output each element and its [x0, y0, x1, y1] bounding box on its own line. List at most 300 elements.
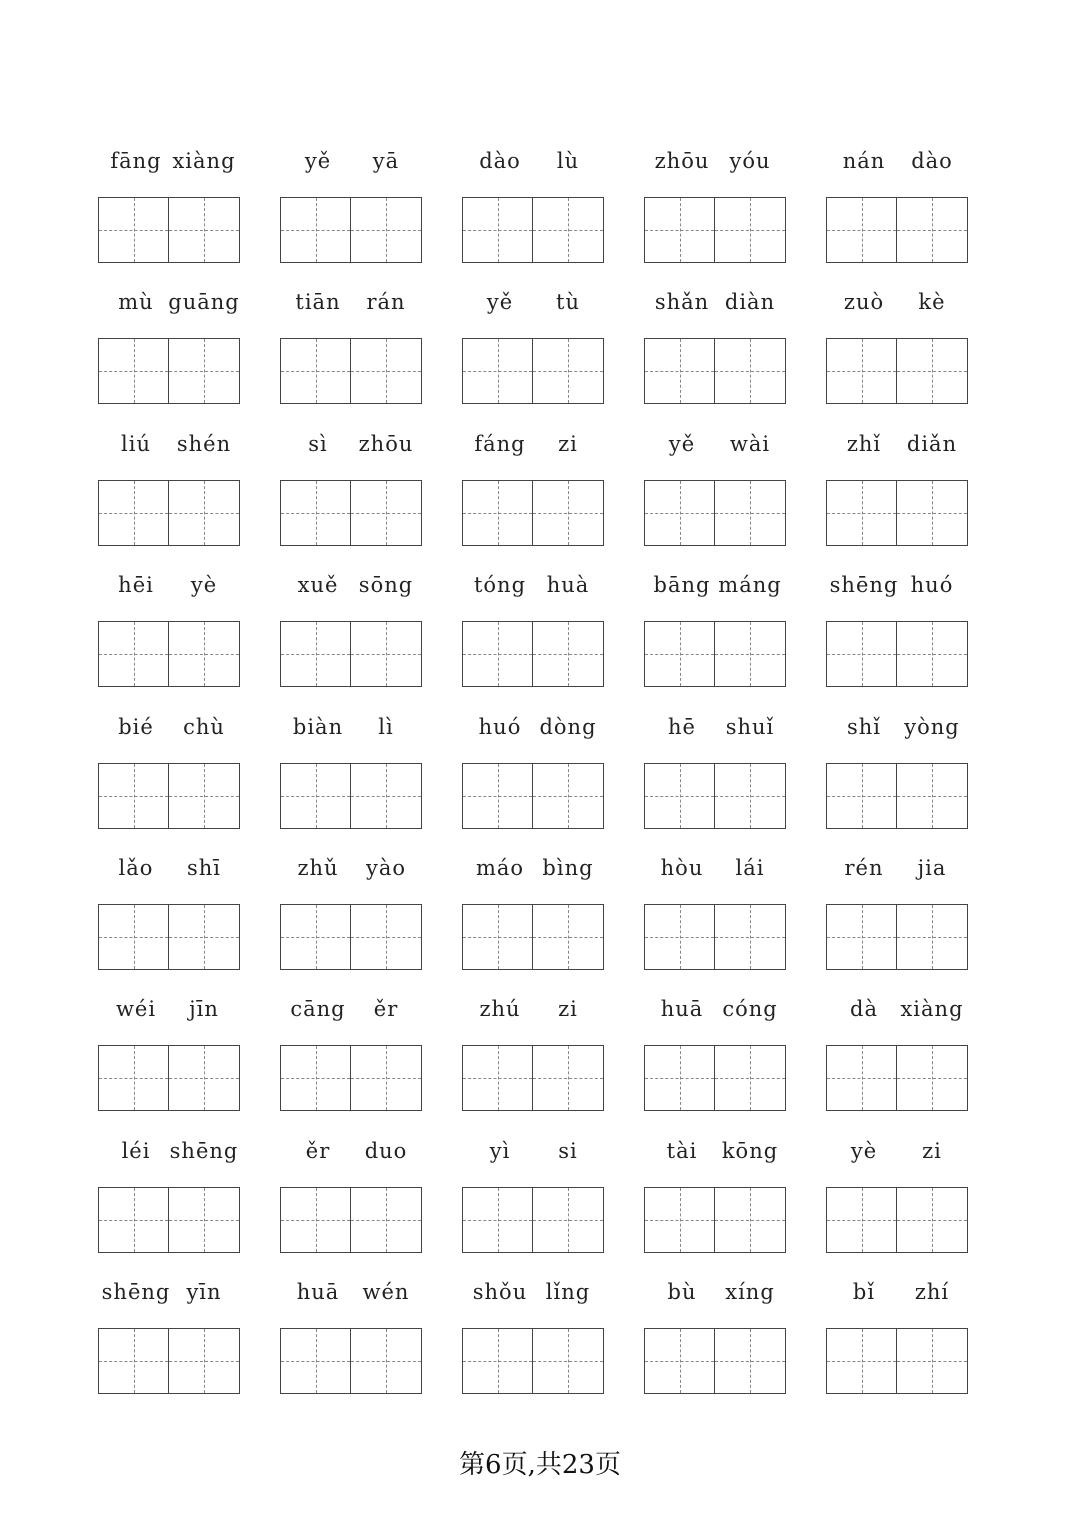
pinyin-line: [826, 566, 968, 602]
pinyin-line: [826, 283, 968, 319]
pinyin-line: [462, 142, 604, 178]
pinyin-syllable: bǐ: [852, 1280, 876, 1304]
pinyin-line: [644, 425, 786, 461]
tian-zi-ge-cell[interactable]: [280, 480, 351, 546]
word-item: [644, 283, 786, 424]
pinyin-line: [280, 849, 422, 885]
pinyin-syllable: hòu: [660, 856, 704, 880]
tian-zi-ge-cell[interactable]: [533, 904, 604, 970]
pinyin-line: [644, 1273, 786, 1309]
word-item: [462, 142, 604, 283]
tian-zi-ge-cell[interactable]: [644, 904, 715, 970]
tian-zi-ge-cell[interactable]: [351, 621, 422, 687]
tian-zi-ge-cell[interactable]: [98, 338, 169, 404]
pinyin-syllable: cāng: [290, 997, 346, 1021]
pinyin-syllable: xuě: [297, 573, 339, 597]
tian-zi-ge-cell[interactable]: [462, 763, 533, 829]
word-item: [462, 566, 604, 707]
pinyin-line: [98, 566, 240, 602]
tian-zi-ge-cell[interactable]: [169, 763, 240, 829]
pinyin-syllable: zhí: [914, 1280, 950, 1304]
pinyin-syllable: fāng: [110, 149, 162, 173]
tian-zi-ge-cell[interactable]: [462, 1187, 533, 1253]
word-row: [0, 142, 1080, 283]
pinyin-syllable: kè: [918, 290, 946, 314]
pinyin-syllable: hē: [668, 715, 696, 739]
pinyin-syllable: dào: [479, 149, 521, 173]
word-item: [462, 1132, 604, 1273]
writing-grid: [644, 904, 786, 970]
word-item: [826, 283, 968, 424]
writing-grid: [98, 1187, 240, 1253]
word-item: [462, 425, 604, 566]
pinyin-syllable: yè: [850, 1139, 878, 1163]
word-row: [0, 1132, 1080, 1273]
pinyin-line: [280, 708, 422, 744]
tian-zi-ge-cell[interactable]: [280, 621, 351, 687]
tian-zi-ge-cell[interactable]: [98, 763, 169, 829]
tian-zi-ge-cell[interactable]: [644, 338, 715, 404]
pinyin-line: [644, 283, 786, 319]
word-item: [280, 708, 422, 849]
pinyin-syllable: zhōu: [654, 149, 710, 173]
pinyin-syllable: jia: [917, 856, 947, 880]
word-item: [826, 566, 968, 707]
tian-zi-ge-cell[interactable]: [644, 480, 715, 546]
pinyin-line: [826, 142, 968, 178]
pinyin-syllable: tài: [666, 1139, 698, 1163]
word-item: [644, 849, 786, 990]
pinyin-syllable: zuò: [843, 290, 885, 314]
word-item: [280, 566, 422, 707]
tian-zi-ge-cell[interactable]: [826, 480, 897, 546]
writing-grid: [462, 480, 604, 546]
pinyin-line: [826, 1273, 968, 1309]
tian-zi-ge-cell[interactable]: [351, 480, 422, 546]
tian-zi-ge-cell[interactable]: [897, 480, 968, 546]
writing-grid: [98, 763, 240, 829]
tian-zi-ge-cell[interactable]: [897, 338, 968, 404]
tian-zi-ge-cell[interactable]: [644, 1045, 715, 1111]
tian-zi-ge-cell[interactable]: [826, 763, 897, 829]
writing-grid: [98, 1045, 240, 1111]
tian-zi-ge-cell[interactable]: [351, 1045, 422, 1111]
pinyin-syllable: máng: [718, 573, 782, 597]
pinyin-syllable: cóng: [722, 997, 778, 1021]
pinyin-syllable: shǎn: [654, 290, 710, 314]
pinyin-line: [280, 566, 422, 602]
writing-grid: [826, 480, 968, 546]
tian-zi-ge-cell[interactable]: [897, 1328, 968, 1394]
word-item: [280, 990, 422, 1131]
pinyin-syllable: biàn: [292, 715, 344, 739]
writing-grid: [826, 1045, 968, 1111]
word-item: [644, 1132, 786, 1273]
pinyin-syllable: tiān: [295, 290, 341, 314]
writing-grid: [280, 904, 422, 970]
word-item: [644, 566, 786, 707]
tian-zi-ge-cell[interactable]: [462, 904, 533, 970]
tian-zi-ge-cell[interactable]: [98, 197, 169, 263]
writing-grid: [98, 904, 240, 970]
tian-zi-ge-cell[interactable]: [351, 338, 422, 404]
pinyin-syllable: yě: [304, 149, 332, 173]
tian-zi-ge-cell[interactable]: [826, 621, 897, 687]
pinyin-line: [644, 990, 786, 1026]
word-item: [644, 425, 786, 566]
tian-zi-ge-cell[interactable]: [826, 338, 897, 404]
writing-grid: [826, 621, 968, 687]
pinyin-syllable: wéi: [115, 997, 157, 1021]
pinyin-syllable: dòng: [539, 715, 597, 739]
tian-zi-ge-cell[interactable]: [715, 1328, 786, 1394]
pinyin-syllable: yè: [190, 573, 218, 597]
writing-grid: [462, 763, 604, 829]
pinyin-syllable: shēng: [829, 573, 899, 597]
word-item: [644, 708, 786, 849]
pinyin-syllable: shǐ: [846, 715, 882, 739]
writing-grid: [462, 904, 604, 970]
pinyin-line: [462, 849, 604, 885]
pinyin-syllable: tù: [556, 290, 580, 314]
writing-grid: [462, 197, 604, 263]
writing-grid: [644, 197, 786, 263]
tian-zi-ge-cell[interactable]: [533, 197, 604, 263]
pinyin-syllable: zi: [922, 1139, 942, 1163]
pinyin-syllable: yòng: [904, 715, 960, 739]
tian-zi-ge-cell[interactable]: [98, 480, 169, 546]
writing-grid: [98, 197, 240, 263]
pinyin-syllable: xiàng: [900, 997, 964, 1021]
pinyin-syllable: dà: [850, 997, 878, 1021]
tian-zi-ge-cell[interactable]: [715, 763, 786, 829]
pinyin-line: [826, 425, 968, 461]
pinyin-syllable: yīn: [186, 1280, 222, 1304]
pinyin-line: [462, 990, 604, 1026]
writing-grid: [462, 338, 604, 404]
word-item: [98, 566, 240, 707]
pinyin-line: [280, 1273, 422, 1309]
pinyin-syllable: zi: [558, 432, 578, 456]
tian-zi-ge-cell[interactable]: [715, 480, 786, 546]
word-row: [0, 283, 1080, 424]
pinyin-syllable: shǒu: [472, 1280, 528, 1304]
tian-zi-ge-cell[interactable]: [351, 197, 422, 263]
word-item: [98, 990, 240, 1131]
pinyin-line: [462, 425, 604, 461]
word-row: [0, 1273, 1080, 1414]
tian-zi-ge-cell[interactable]: [897, 1045, 968, 1111]
tian-zi-ge-cell[interactable]: [98, 904, 169, 970]
tian-zi-ge-cell[interactable]: [280, 1328, 351, 1394]
pinyin-syllable: xiàng: [172, 149, 236, 173]
tian-zi-ge-cell[interactable]: [897, 904, 968, 970]
tian-zi-ge-cell[interactable]: [897, 621, 968, 687]
pinyin-syllable: huā: [296, 1280, 340, 1304]
pinyin-syllable: shēng: [169, 1139, 239, 1163]
word-item: [98, 425, 240, 566]
writing-grid: [280, 480, 422, 546]
pinyin-line: [826, 990, 968, 1026]
pinyin-line: [644, 566, 786, 602]
tian-zi-ge-cell[interactable]: [533, 1187, 604, 1253]
tian-zi-ge-cell[interactable]: [462, 1328, 533, 1394]
tian-zi-ge-cell[interactable]: [533, 338, 604, 404]
writing-grid: [826, 1328, 968, 1394]
pinyin-syllable: nán: [842, 149, 886, 173]
pinyin-line: [826, 1132, 968, 1168]
pinyin-syllable: yā: [372, 149, 400, 173]
pinyin-line: [98, 1273, 240, 1309]
tian-zi-ge-cell[interactable]: [169, 1328, 240, 1394]
tian-zi-ge-cell[interactable]: [533, 1328, 604, 1394]
tian-zi-ge-cell[interactable]: [351, 904, 422, 970]
word-item: [98, 142, 240, 283]
writing-grid: [98, 621, 240, 687]
tian-zi-ge-cell[interactable]: [169, 197, 240, 263]
pinyin-syllable: lǐng: [545, 1280, 591, 1304]
pinyin-line: [280, 142, 422, 178]
writing-grid: [644, 621, 786, 687]
word-item: [462, 849, 604, 990]
pinyin-line: [644, 849, 786, 885]
tian-zi-ge-cell[interactable]: [351, 763, 422, 829]
pinyin-syllable: mù: [118, 290, 154, 314]
tian-zi-ge-cell[interactable]: [897, 197, 968, 263]
tian-zi-ge-cell[interactable]: [98, 621, 169, 687]
pinyin-syllable: yào: [365, 856, 407, 880]
pinyin-line: [644, 708, 786, 744]
tian-zi-ge-cell[interactable]: [715, 621, 786, 687]
writing-grid: [280, 338, 422, 404]
writing-grid: [644, 480, 786, 546]
tian-zi-ge-cell[interactable]: [533, 621, 604, 687]
writing-grid: [462, 621, 604, 687]
tian-zi-ge-cell[interactable]: [169, 1187, 240, 1253]
pinyin-syllable: chù: [183, 715, 225, 739]
word-item: [280, 1273, 422, 1414]
tian-zi-ge-cell[interactable]: [169, 480, 240, 546]
word-row: [0, 566, 1080, 707]
pinyin-syllable: zhǐ: [846, 432, 882, 456]
writing-grid: [644, 338, 786, 404]
writing-grid: [644, 763, 786, 829]
word-item: [826, 1132, 968, 1273]
pinyin-syllable: sōng: [358, 573, 414, 597]
pinyin-syllable: duo: [364, 1139, 408, 1163]
tian-zi-ge-cell[interactable]: [462, 197, 533, 263]
pinyin-line: [98, 283, 240, 319]
word-item: [462, 708, 604, 849]
word-item: [644, 1273, 786, 1414]
pinyin-syllable: kōng: [721, 1139, 779, 1163]
pinyin-syllable: zi: [558, 997, 578, 1021]
pinyin-line: [98, 1132, 240, 1168]
tian-zi-ge-cell[interactable]: [644, 1187, 715, 1253]
tian-zi-ge-cell[interactable]: [169, 621, 240, 687]
tian-zi-ge-cell[interactable]: [533, 763, 604, 829]
pinyin-syllable: shēng: [101, 1280, 171, 1304]
tian-zi-ge-cell[interactable]: [280, 904, 351, 970]
pinyin-line: [644, 142, 786, 178]
pinyin-syllable: yě: [486, 290, 514, 314]
pinyin-line: [462, 708, 604, 744]
pinyin-syllable: rén: [844, 856, 884, 880]
pinyin-syllable: tóng: [473, 573, 527, 597]
pinyin-line: [98, 425, 240, 461]
tian-zi-ge-cell[interactable]: [715, 904, 786, 970]
word-item: [98, 283, 240, 424]
tian-zi-ge-cell[interactable]: [897, 1187, 968, 1253]
tian-zi-ge-cell[interactable]: [826, 1045, 897, 1111]
tian-zi-ge-cell[interactable]: [280, 1045, 351, 1111]
pinyin-syllable: lǎo: [118, 856, 154, 880]
tian-zi-ge-cell[interactable]: [169, 1045, 240, 1111]
word-item: [826, 1273, 968, 1414]
word-row: [0, 425, 1080, 566]
pinyin-line: [462, 566, 604, 602]
tian-zi-ge-cell[interactable]: [715, 1187, 786, 1253]
pinyin-line: [98, 849, 240, 885]
pinyin-syllable: xíng: [725, 1280, 775, 1304]
pinyin-line: [644, 1132, 786, 1168]
tian-zi-ge-cell[interactable]: [715, 338, 786, 404]
word-item: [280, 283, 422, 424]
tian-zi-ge-cell[interactable]: [462, 338, 533, 404]
tian-zi-ge-cell[interactable]: [644, 621, 715, 687]
writing-grid: [462, 1045, 604, 1111]
pinyin-syllable: diǎn: [906, 432, 958, 456]
word-item: [826, 425, 968, 566]
writing-grid: [280, 1187, 422, 1253]
word-item: [280, 425, 422, 566]
word-item: [98, 1273, 240, 1414]
tian-zi-ge-cell[interactable]: [98, 1328, 169, 1394]
tian-zi-ge-cell[interactable]: [280, 338, 351, 404]
writing-grid: [280, 763, 422, 829]
tian-zi-ge-cell[interactable]: [644, 1328, 715, 1394]
pinyin-syllable: diàn: [724, 290, 776, 314]
tian-zi-ge-cell[interactable]: [351, 1328, 422, 1394]
writing-grid: [462, 1187, 604, 1253]
writing-grid: [826, 904, 968, 970]
pinyin-syllable: fáng: [474, 432, 526, 456]
tian-zi-ge-cell[interactable]: [351, 1187, 422, 1253]
word-item: [644, 142, 786, 283]
word-item: [826, 142, 968, 283]
pinyin-line: [826, 849, 968, 885]
pinyin-line: [280, 283, 422, 319]
page-footer: 第6页,共23页: [459, 1450, 621, 1480]
pinyin-syllable: shī: [186, 856, 222, 880]
pinyin-syllable: si: [558, 1139, 578, 1163]
tian-zi-ge-cell[interactable]: [644, 197, 715, 263]
writing-grid: [644, 1045, 786, 1111]
writing-grid: [280, 197, 422, 263]
writing-grid: [280, 1045, 422, 1111]
tian-zi-ge-cell[interactable]: [826, 1328, 897, 1394]
tian-zi-ge-cell[interactable]: [826, 1187, 897, 1253]
word-item: [280, 849, 422, 990]
pinyin-syllable: bù: [667, 1280, 697, 1304]
tian-zi-ge-cell[interactable]: [462, 480, 533, 546]
pinyin-syllable: rán: [366, 290, 406, 314]
pinyin-line: [280, 1132, 422, 1168]
pinyin-line: [98, 708, 240, 744]
pinyin-line: [826, 708, 968, 744]
pinyin-syllable: bāng: [653, 573, 711, 597]
pinyin-syllable: liú: [121, 432, 151, 456]
word-item: [98, 849, 240, 990]
pinyin-syllable: yě: [668, 432, 696, 456]
pinyin-line: [462, 1132, 604, 1168]
writing-grid: [280, 1328, 422, 1394]
pinyin-syllable: zhōu: [358, 432, 414, 456]
tian-zi-ge-cell[interactable]: [533, 480, 604, 546]
pinyin-syllable: léi: [121, 1139, 151, 1163]
pinyin-line: [280, 425, 422, 461]
writing-grid: [98, 338, 240, 404]
writing-grid: [98, 480, 240, 546]
pinyin-syllable: huó: [910, 573, 954, 597]
tian-zi-ge-cell[interactable]: [280, 1187, 351, 1253]
tian-zi-ge-cell[interactable]: [280, 763, 351, 829]
tian-zi-ge-cell[interactable]: [98, 1045, 169, 1111]
pinyin-syllable: lái: [735, 856, 765, 880]
pinyin-syllable: yóu: [729, 149, 771, 173]
pinyin-syllable: huā: [660, 997, 704, 1021]
pinyin-syllable: yì: [489, 1139, 511, 1163]
tian-zi-ge-cell[interactable]: [826, 197, 897, 263]
pinyin-syllable: bié: [118, 715, 154, 739]
tian-zi-ge-cell[interactable]: [644, 763, 715, 829]
pinyin-syllable: lì: [378, 715, 394, 739]
word-item: [462, 283, 604, 424]
tian-zi-ge-cell[interactable]: [826, 904, 897, 970]
word-item: [280, 1132, 422, 1273]
pinyin-line: [462, 1273, 604, 1309]
tian-zi-ge-cell[interactable]: [169, 904, 240, 970]
pinyin-syllable: huó: [478, 715, 522, 739]
word-item: [826, 849, 968, 990]
word-row: [0, 708, 1080, 849]
writing-grid: [98, 1328, 240, 1394]
pinyin-line: [98, 990, 240, 1026]
word-item: [98, 708, 240, 849]
pinyin-syllable: bìng: [542, 856, 594, 880]
pinyin-syllable: dào: [911, 149, 953, 173]
tian-zi-ge-cell[interactable]: [533, 1045, 604, 1111]
tian-zi-ge-cell[interactable]: [715, 1045, 786, 1111]
pinyin-syllable: máo: [475, 856, 525, 880]
tian-zi-ge-cell[interactable]: [462, 1045, 533, 1111]
writing-grid: [644, 1187, 786, 1253]
word-item: [826, 708, 968, 849]
tian-zi-ge-cell[interactable]: [897, 763, 968, 829]
writing-grid: [826, 763, 968, 829]
tian-zi-ge-cell[interactable]: [169, 338, 240, 404]
tian-zi-ge-cell[interactable]: [98, 1187, 169, 1253]
word-item: [280, 142, 422, 283]
tian-zi-ge-cell[interactable]: [280, 197, 351, 263]
pinyin-syllable: zhú: [479, 997, 521, 1021]
writing-grid: [826, 197, 968, 263]
pinyin-syllable: guāng: [168, 290, 240, 314]
word-item: [98, 1132, 240, 1273]
pinyin-syllable: sì: [308, 432, 328, 456]
tian-zi-ge-cell[interactable]: [715, 197, 786, 263]
tian-zi-ge-cell[interactable]: [462, 621, 533, 687]
